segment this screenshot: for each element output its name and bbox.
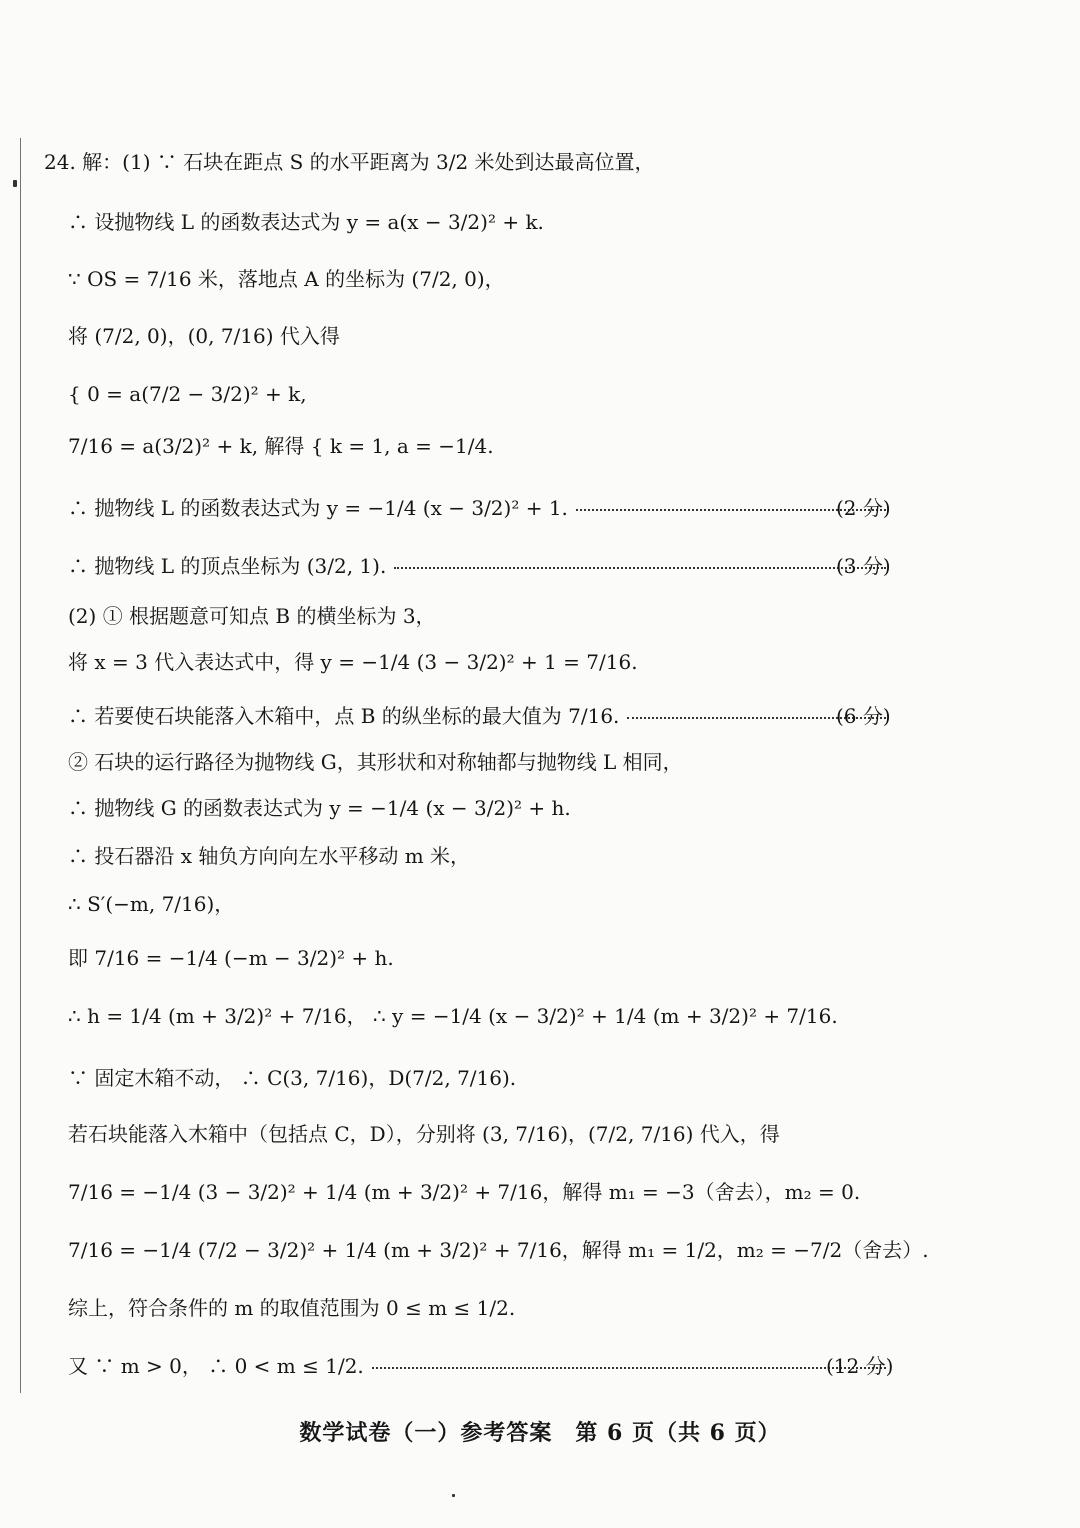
scan-speck bbox=[452, 1494, 455, 1497]
score-6: (6 分) bbox=[836, 704, 891, 728]
equation-system-row-2: 7/16 = a(3/2)² + k, 解得 { k = 1, a = −1/4. bbox=[68, 434, 494, 458]
solution-line-max: ∴ 若要使石块能落入木箱中，点 B 的纵坐标的最大值为 7/16. bbox=[68, 700, 894, 732]
solution-line-h: ∴ h = 1/4 (m + 3/2)² + 7/16， ∴ y = −1/4 (x − 3/2)² + 1/4 (m + 3/2)² + 7/16. bbox=[68, 1004, 838, 1028]
solution-line-S-prime: ∴ S′(−m, 7/16)， bbox=[68, 892, 235, 916]
solution-line-G-expr: ∴ 抛物线 G 的函数表达式为 y = −1/4 (x − 3/2)² + h. bbox=[68, 796, 571, 820]
page-footer: 数学试卷（一）参考答案 第 6 页（共 6 页） bbox=[299, 1420, 781, 1446]
equation-system-row-1: { 0 = a(7/2 − 3/2)² + k, bbox=[68, 382, 307, 406]
solution-line-vertex: ∴ 抛物线 L 的顶点坐标为 (3/2, 1). bbox=[68, 550, 894, 582]
score-12: (12 分) bbox=[826, 1354, 894, 1378]
solution-line-2: ∴ 设抛物线 L 的函数表达式为 y = a(x − 3/2)² + k. bbox=[68, 210, 544, 234]
leader-dots bbox=[394, 567, 886, 569]
solution-line-G: ② 石块的运行路径为抛物线 G，其形状和对称轴都与抛物线 L 相同， bbox=[68, 750, 683, 774]
score-3: (3 分) bbox=[836, 554, 891, 578]
solution-line-case: 若石块能落入木箱中（包括点 C，D），分别将 (3, 7/16)，(7/2, 7/16) 代入，得 bbox=[68, 1122, 780, 1146]
scan-speck bbox=[13, 180, 17, 187]
solution-line-move: ∴ 投石器沿 x 轴负方向向左水平移动 m 米， bbox=[68, 844, 471, 868]
solution-line-3: ∵ OS = 7/16 米，落地点 A 的坐标为 (7/2, 0)， bbox=[68, 267, 505, 291]
solution-line-1: 24. 解：(1) ∵ 石块在距点 S 的水平距离为 3/2 米处到达最高位置， bbox=[44, 150, 655, 174]
solution-line-CD: ∵ 固定木箱不动， ∴ C(3, 7/16)，D(7/2, 7/16). bbox=[68, 1066, 517, 1090]
score-2: (2 分) bbox=[836, 496, 891, 520]
solution-line-part2: (2) ① 根据题意可知点 B 的横坐标为 3， bbox=[68, 604, 436, 628]
leader-dots bbox=[372, 1367, 886, 1369]
solution-line-substitute: 将 x = 3 代入表达式中，得 y = −1/4 (3 − 3/2)² + 1 = 7/16. bbox=[68, 650, 638, 674]
solution-line-range: 综上，符合条件的 m 的取值范围为 0 ≤ m ≤ 1/2. bbox=[68, 1296, 516, 1320]
solution-line-h-eq: 即 7/16 = −1/4 (−m − 3/2)² + h. bbox=[68, 946, 394, 970]
solution-line-4: 将 (7/2, 0)，(0, 7/16) 代入得 bbox=[68, 324, 340, 348]
solution-line-eq1: 7/16 = −1/4 (3 − 3/2)² + 1/4 (m + 3/2)² + 7/16，解得 m₁ = −3（舍去），m₂ = 0. bbox=[68, 1180, 861, 1204]
solution-line-eq2: 7/16 = −1/4 (7/2 − 3/2)² + 1/4 (m + 3/2)² + 7/16，解得 m₁ = 1/2，m₂ = −7/2（舍去）. bbox=[68, 1238, 929, 1262]
solution-line-final: 又 ∵ m > 0， ∴ 0 < m ≤ 1/2. bbox=[68, 1350, 894, 1382]
solution-line-parabola-L: ∴ 抛物线 L 的函数表达式为 y = −1/4 (x − 3/2)² + 1. bbox=[68, 492, 894, 524]
margin-rule bbox=[20, 138, 21, 1393]
